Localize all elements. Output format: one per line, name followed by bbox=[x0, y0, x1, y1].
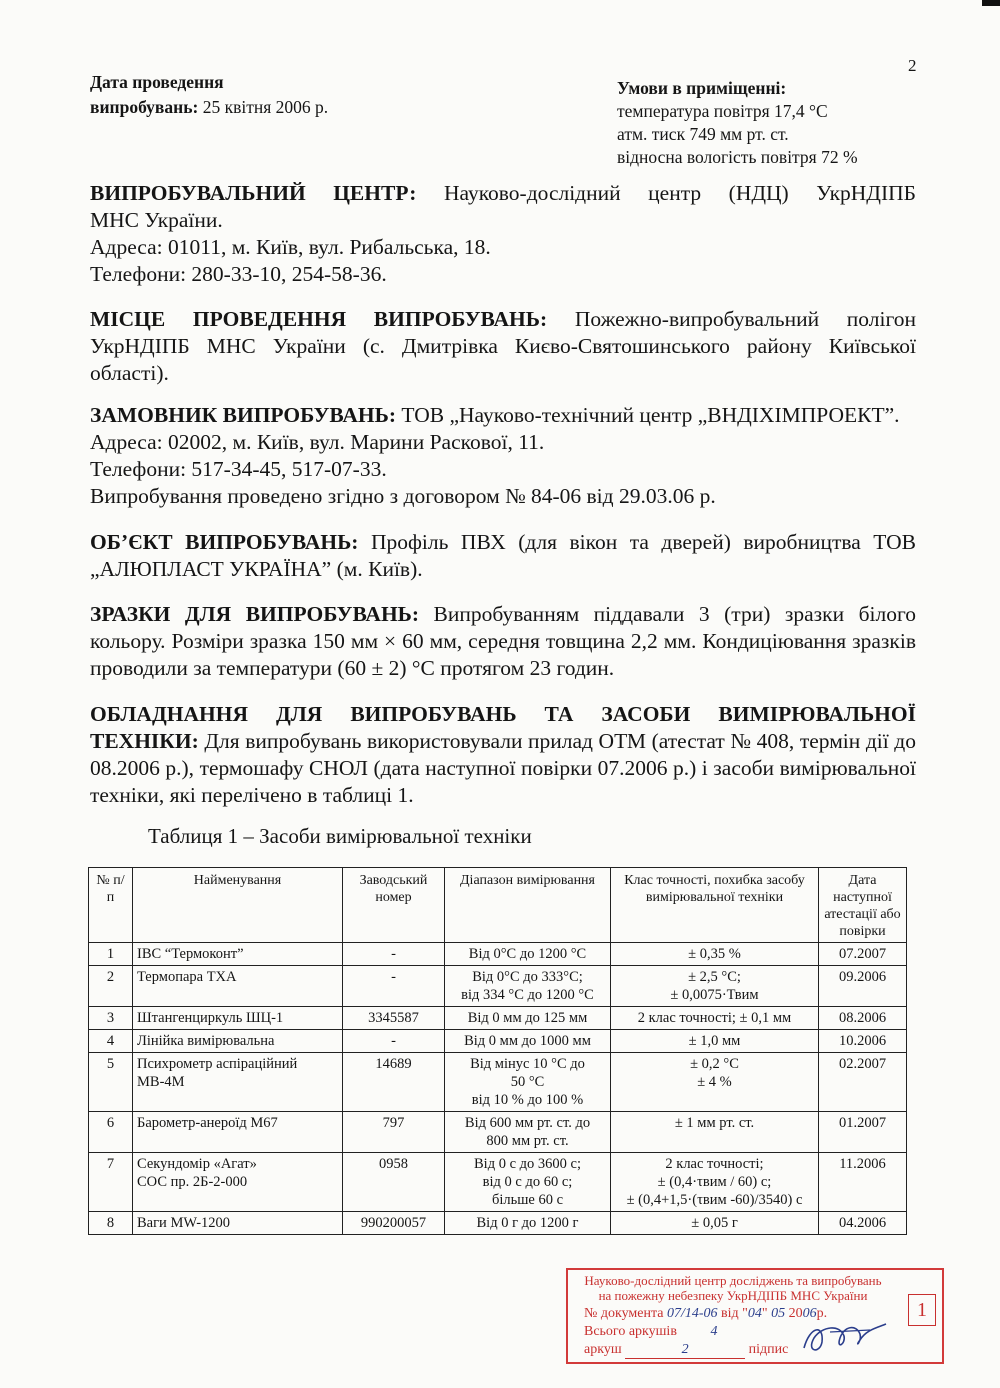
test-date-label-1: Дата проведення bbox=[90, 72, 224, 92]
cell-number: 8 bbox=[89, 1212, 133, 1235]
scan-edge-mark bbox=[982, 0, 1000, 6]
stamp-year-suffix: 06 bbox=[802, 1306, 817, 1321]
stamp-year-unit: р. bbox=[816, 1306, 828, 1321]
customer-address: Адреса: 02002, м. Київ, вул. Марини Раскової, 11. bbox=[90, 430, 545, 454]
stamp-sign-label: підпис bbox=[748, 1342, 789, 1357]
room-pressure: атм. тиск 749 мм рт. ст. bbox=[617, 124, 789, 144]
test-object-text: Профіль ПВХ (для вікон та дверей) виробництва ТОВ „АЛЮПЛАСТ УКРАЇНА” (м. Київ). bbox=[90, 530, 916, 581]
equipment-section bbox=[90, 701, 916, 809]
cell-range-line: Від 0 г до 1200 г bbox=[476, 1215, 579, 1231]
cell-number: 3 bbox=[89, 1007, 133, 1030]
table-row bbox=[89, 1153, 907, 1212]
cell-accuracy-line: ± 0,35 % bbox=[688, 946, 741, 962]
cell-date: 11.2006 bbox=[819, 1153, 907, 1212]
cell-accuracy-line: ± 4 % bbox=[697, 1074, 732, 1090]
cell-name bbox=[133, 1053, 343, 1112]
test-center-address: Адреса: 01011, м. Київ, вул. Рибальська, 18. bbox=[90, 235, 491, 259]
cell-serial: - bbox=[343, 966, 445, 1007]
customer-label: ЗАМОВНИК ВИПРОБУВАНЬ: bbox=[90, 403, 397, 427]
cell-accuracy-line: 2 клас точності; ± 0,1 мм bbox=[637, 1010, 792, 1026]
test-object-label: ОБ’ЄКТ ВИПРОБУВАНЬ: bbox=[90, 530, 359, 554]
cell-date: 07.2007 bbox=[819, 943, 907, 966]
table-header-row bbox=[89, 868, 907, 943]
cell-accuracy-line: ± 2,5 °С; bbox=[688, 969, 741, 985]
cell-accuracy bbox=[611, 1030, 819, 1053]
cell-range-line: 800 мм рт. ст. bbox=[486, 1133, 569, 1149]
cell-number: 7 bbox=[89, 1153, 133, 1212]
stamp-sheet-value: 2 bbox=[625, 1342, 745, 1359]
test-date-block bbox=[90, 70, 328, 120]
header-number: № п/п bbox=[89, 868, 133, 943]
cell-range bbox=[445, 943, 611, 966]
cell-number: 5 bbox=[89, 1053, 133, 1112]
cell-serial: 0958 bbox=[343, 1153, 445, 1212]
cell-accuracy-line: ± 0,05 г bbox=[691, 1215, 738, 1231]
cell-name-line: Штангенциркуль ШЦ-1 bbox=[137, 1010, 284, 1026]
table-row bbox=[89, 1053, 907, 1112]
table-row bbox=[89, 1030, 907, 1053]
stamp-sheet-label: аркуш bbox=[584, 1342, 622, 1357]
stamp-line-1: Науково-дослідний центр досліджень та випробувань bbox=[584, 1273, 882, 1288]
cell-serial: 990200057 bbox=[343, 1212, 445, 1235]
cell-serial: 797 bbox=[343, 1112, 445, 1153]
cell-range bbox=[445, 1112, 611, 1153]
test-center-name: Науково-дослідний центр (НДЦ) УкрНДІПБ bbox=[416, 181, 917, 205]
table-row bbox=[89, 1112, 907, 1153]
stamp-sheet-row bbox=[584, 1342, 788, 1359]
test-center-name-cont: МНС України. bbox=[90, 208, 223, 232]
cell-accuracy-line: ± (0,4·τвим / 60) с; bbox=[657, 1174, 772, 1190]
room-conditions-block bbox=[617, 77, 858, 169]
cell-range-line: від 10 % до 100 % bbox=[471, 1092, 584, 1108]
cell-range-line: Від 600 мм рт. ст. до bbox=[464, 1115, 591, 1131]
cell-accuracy-line: 2 клас точності; bbox=[665, 1156, 764, 1172]
header-name: Найменування bbox=[133, 868, 343, 943]
cell-range-line: Від 0 с до 3600 с; bbox=[474, 1156, 581, 1172]
cell-accuracy bbox=[611, 1153, 819, 1212]
cell-range-line: Від 0°С до 333°С; bbox=[472, 969, 583, 985]
stamp-line-2: на пожежну небезпеку УкрНДІПБ МНС України bbox=[598, 1288, 868, 1303]
stamp-total-label: Всього аркушів bbox=[584, 1324, 677, 1339]
cell-accuracy-line: ± 1 мм рт. ст. bbox=[674, 1115, 755, 1131]
cell-accuracy bbox=[611, 966, 819, 1007]
cell-name bbox=[133, 966, 343, 1007]
customer-name: ТОВ „Науково-технічний центр „ВНДІХІМПРОЕКТ”. bbox=[396, 403, 900, 427]
table-row bbox=[89, 966, 907, 1007]
stamp-date-month: 05 bbox=[771, 1306, 786, 1321]
cell-name-line: МВ-4М bbox=[137, 1074, 185, 1090]
cell-range bbox=[445, 1053, 611, 1112]
cell-range bbox=[445, 1007, 611, 1030]
test-date-label-2: випробувань: bbox=[90, 97, 199, 117]
cell-range bbox=[445, 1212, 611, 1235]
cell-serial: - bbox=[343, 1030, 445, 1053]
cell-number: 4 bbox=[89, 1030, 133, 1053]
registration-stamp bbox=[566, 1268, 944, 1364]
cell-range bbox=[445, 1030, 611, 1053]
samples-section bbox=[90, 601, 916, 682]
stamp-total-value: 4 bbox=[710, 1324, 718, 1339]
cell-date: 01.2007 bbox=[819, 1112, 907, 1153]
header-serial: Заводський номер bbox=[343, 868, 445, 943]
stamp-box-number: 1 bbox=[908, 1294, 936, 1326]
stamp-date-label: від bbox=[721, 1306, 739, 1321]
cell-accuracy bbox=[611, 1112, 819, 1153]
cell-date: 10.2006 bbox=[819, 1030, 907, 1053]
page-number: 2 bbox=[908, 56, 917, 75]
cell-serial: 14689 bbox=[343, 1053, 445, 1112]
cell-range-line: Від 0 мм до 125 мм bbox=[467, 1010, 588, 1026]
stamp-doc-row: № документа 07/14-06 від "04" 05 2006р. bbox=[584, 1306, 828, 1321]
cell-name-line: СОС пр. 2Б-2-000 bbox=[137, 1174, 248, 1190]
stamp-doc-label: № документа bbox=[584, 1306, 664, 1321]
cell-number: 2 bbox=[89, 966, 133, 1007]
cell-name bbox=[133, 1030, 343, 1053]
test-place-label: МІСЦЕ ПРОВЕДЕННЯ ВИПРОБУВАНЬ: bbox=[90, 307, 548, 331]
cell-name bbox=[133, 1153, 343, 1212]
stamp-date-day: 04 bbox=[747, 1306, 762, 1321]
table-row bbox=[89, 1212, 907, 1235]
cell-date: 08.2006 bbox=[819, 1007, 907, 1030]
cell-accuracy-line: ± (0,4+1,5·(τвим -60)/3540) с bbox=[626, 1192, 803, 1208]
cell-name-line: Психрометр аспіраційний bbox=[137, 1056, 298, 1072]
cell-range-line: 50 °С bbox=[510, 1074, 545, 1090]
cell-accuracy bbox=[611, 943, 819, 966]
cell-name bbox=[133, 943, 343, 966]
equipment-table bbox=[88, 867, 907, 1235]
customer-phones: Телефони: 517-34-45, 517-07-33. bbox=[90, 457, 387, 481]
test-date-value: 25 квітня 2006 р. bbox=[198, 97, 329, 117]
cell-date: 09.2006 bbox=[819, 966, 907, 1007]
cell-number: 1 bbox=[89, 943, 133, 966]
cell-name bbox=[133, 1212, 343, 1235]
room-conditions-label: Умови в приміщенні: bbox=[617, 78, 787, 98]
cell-name-line: Лінійка вимірювальна bbox=[137, 1033, 275, 1049]
cell-name bbox=[133, 1112, 343, 1153]
test-place-section bbox=[90, 306, 916, 387]
header-accuracy: Клас точності, похибка засобу вимірювальної техніки bbox=[611, 868, 819, 943]
cell-range-line: Від 0°С до 1200 °С bbox=[468, 946, 587, 962]
table-caption: Таблиця 1 – Засоби вимірювальної техніки bbox=[148, 824, 532, 848]
cell-number: 6 bbox=[89, 1112, 133, 1153]
table-row bbox=[89, 1007, 907, 1030]
room-humidity: відносна вологість повітря 72 % bbox=[617, 147, 858, 167]
cell-serial: - bbox=[343, 943, 445, 966]
cell-accuracy-line: ± 0,2 °С bbox=[690, 1056, 739, 1072]
cell-range-line: від 0 с до 60 с; bbox=[482, 1174, 573, 1190]
room-temperature: температура повітря 17,4 °С bbox=[617, 101, 828, 121]
test-center-label: ВИПРОБУВАЛЬНИЙ ЦЕНТР: bbox=[90, 181, 417, 205]
cell-range bbox=[445, 966, 611, 1007]
cell-date: 04.2006 bbox=[819, 1212, 907, 1235]
stamp-year-prefix: 20 bbox=[788, 1306, 803, 1321]
samples-text: Випробуванням піддавали 3 (три) зразки білого кольору. Розміри зразка 150 мм × 60 мм, середня товщина 2,2 мм. Кондиціювання зразків проводили за температури (60 ± 2) °С протягом 23 годин. bbox=[90, 602, 916, 680]
cell-accuracy bbox=[611, 1053, 819, 1112]
cell-accuracy bbox=[611, 1007, 819, 1030]
test-center-phones: Телефони: 280-33-10, 254-58-36. bbox=[90, 262, 387, 286]
customer-contract: Випробування проведено згідно з договором № 84-06 від 29.03.06 р. bbox=[90, 484, 716, 508]
cell-name-line: Ваги MW-1200 bbox=[137, 1215, 231, 1231]
cell-range bbox=[445, 1153, 611, 1212]
table-body bbox=[89, 943, 907, 1235]
cell-date: 02.2007 bbox=[819, 1053, 907, 1112]
cell-accuracy-line: ± 0,0075·Твим bbox=[670, 987, 759, 1003]
signature-graphic bbox=[800, 1318, 890, 1358]
header-range: Діапазон вимірювання bbox=[445, 868, 611, 943]
test-place-text: Пожежно-випробувальний полігон УкрНДІПБ МНС України (с. Дмитрівка Києво-Святошинського району Київської області). bbox=[90, 307, 917, 385]
test-center-section bbox=[90, 180, 916, 288]
cell-range-line: Від 0 мм до 1000 мм bbox=[464, 1033, 591, 1049]
cell-name bbox=[133, 1007, 343, 1030]
cell-accuracy-line: ± 1,0 мм bbox=[688, 1033, 741, 1049]
equipment-label: ОБЛАДНАННЯ ДЛЯ ВИПРОБУВАНЬ ТА ЗАСОБИ ВИМІРЮВАЛЬНОЇ ТЕХНІКИ: bbox=[90, 702, 916, 753]
test-object-section bbox=[90, 529, 916, 583]
cell-range-line: Від мінус 10 °С до bbox=[470, 1056, 585, 1072]
cell-name-line: Термопара ТХА bbox=[137, 969, 237, 985]
stamp-doc-number: 07/14-06 bbox=[666, 1306, 718, 1321]
equipment-text: Для випробувань використовували прилад ОТМ (атестат № 408, термін дії до 08.2006 р.), термошафу СНОЛ (дата наступної повірки 07.2006 р.) і засоби вимірювальної техніки, які перелічено в таблиці 1. bbox=[90, 729, 916, 807]
stamp-total-row bbox=[584, 1324, 717, 1340]
cell-range-line: більше 60 с bbox=[491, 1192, 564, 1208]
cell-range-line: від 334 °С до 1200 °С bbox=[461, 987, 594, 1003]
cell-name-line: ІВС “Термоконт” bbox=[137, 946, 244, 962]
customer-section bbox=[90, 402, 916, 510]
cell-name-line: Секундомір «Агат» bbox=[137, 1156, 257, 1172]
samples-label: ЗРАЗКИ ДЛЯ ВИПРОБУВАНЬ: bbox=[90, 602, 420, 626]
cell-accuracy bbox=[611, 1212, 819, 1235]
header-date: Дата наступної атестації або повірки bbox=[819, 868, 907, 943]
table-row bbox=[89, 943, 907, 966]
cell-serial: 3345587 bbox=[343, 1007, 445, 1030]
cell-name-line: Барометр-анероїд М67 bbox=[137, 1115, 278, 1131]
